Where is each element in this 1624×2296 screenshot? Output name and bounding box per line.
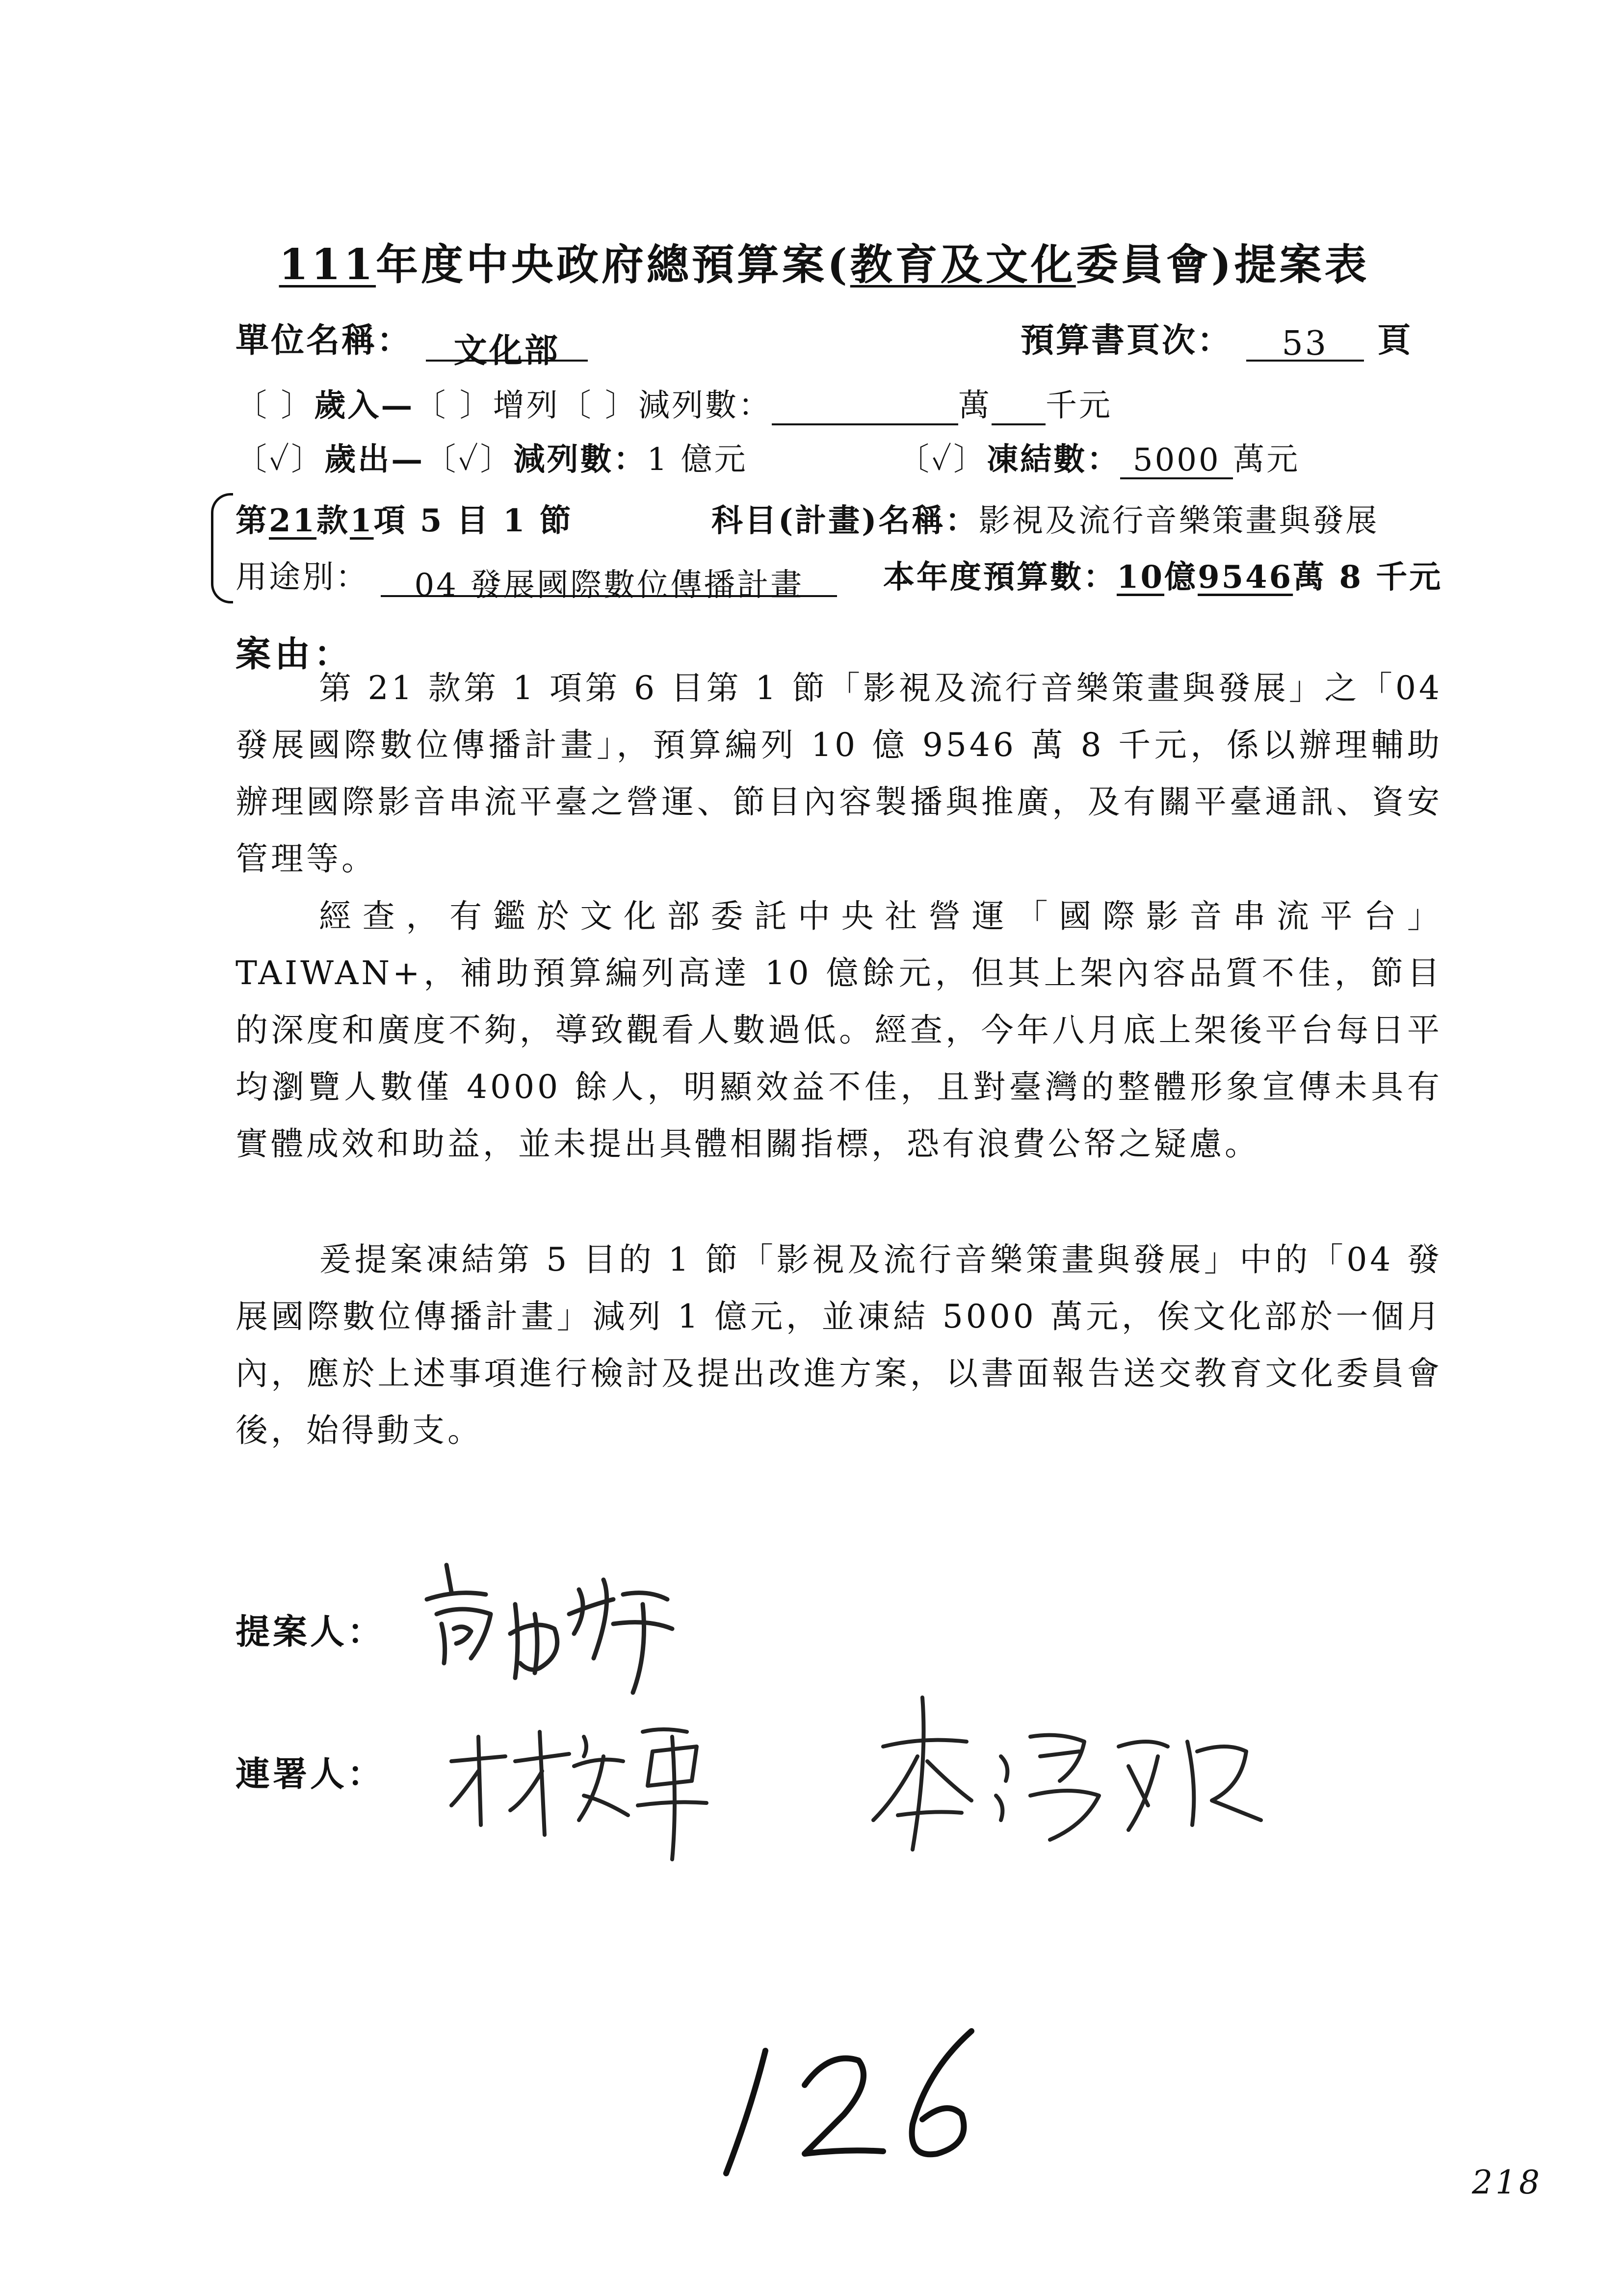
item-rest: 項 5 目 1 節 (373, 502, 573, 539)
usage-row (236, 552, 837, 603)
expenditure-row (236, 434, 748, 479)
revenue-dec-label: 減列數： (638, 388, 772, 424)
freeze-check: 〔✓〕 (898, 442, 987, 478)
unit-label: 單位名稱： (236, 321, 413, 360)
freeze-unit: 萬元 (1233, 442, 1300, 478)
item-kuan: 21 (269, 502, 317, 539)
item-k2: 款 (316, 502, 350, 539)
usage-value: 04 發展國際數位傳播計畫 (381, 560, 837, 597)
budget-yi: 10 (1117, 559, 1165, 596)
revenue-wan: 萬 (958, 388, 992, 424)
budget-yi-unit: 億 (1164, 559, 1198, 596)
expenditure-dec-label: 減列數： (513, 441, 647, 478)
revenue-row (236, 380, 1112, 425)
budget-label: 本年度預算數： (883, 559, 1117, 596)
revenue-inc-label: 增列 (493, 388, 560, 424)
expenditure-check: 〔✓〕 (236, 442, 325, 478)
subject-value: 影視及流行音樂策畫與發展 (978, 503, 1379, 539)
revenue-check: 〔 〕 (236, 388, 314, 424)
unit-value: 文化部 (426, 324, 588, 362)
revenue-qian: 千元 (1046, 388, 1113, 424)
proposer-label: 提案人： (236, 1611, 385, 1652)
title-year: 111 (279, 240, 376, 289)
case-paragraph-2: 經查，有鑑於文化部委託中央社營運「國際影音串流平台」TAIWAN+，補助預算編列高達 10 億餘元，但其上架內容品質不佳，節目的深度和廣度不夠，導致觀看人數過低。經查，今年八月底上架後平台每日平均瀏覽人數僅 4000 餘人，明顯效益不佳，且對臺灣的整體形象宣傳未具有實體成效和助益，並未提出具體相關指標，恐有浪費公帑之疑慮。 (236, 897, 1442, 1163)
budget-row (883, 552, 1442, 597)
page-number: 218 (1472, 2164, 1543, 2201)
title-part1: 年度中央政府總預算案( (376, 240, 850, 289)
title-part2: 委員會)提案表 (1075, 240, 1370, 289)
budget-wan: 9546 (1198, 559, 1293, 596)
freeze-value: 5000 (1120, 442, 1233, 479)
revenue-label: 歲入— (314, 387, 415, 424)
cosigner-2-signature (854, 1688, 1276, 1874)
expenditure-dec-check: 〔✓〕 (424, 442, 514, 478)
expenditure-dec-value: 1 億元 (647, 442, 748, 478)
item-row (236, 496, 573, 541)
case-paragraph-3: 爰提案凍結第 5 目的 1 節「影視及流行音樂策畫與發展」中的「04 發展國際數位傳播計畫」減列 1 億元，並凍結 5000 萬元，俟文化部於一個月內，應於上述事項進行檢討及提出改進方案，以書面報告送交教育文化委員會後，始得動支。 (236, 1241, 1442, 1449)
revenue-inc-check: 〔 〕 (414, 388, 493, 424)
case-heading: 案由： (236, 633, 354, 675)
subject-label: 科目(計畫)名稱： (711, 502, 979, 539)
title-committee: 教育及文化 (850, 240, 1076, 289)
revenue-qian-blank (992, 388, 1046, 425)
cosigner-1-signature (442, 1707, 756, 1864)
item-k1: 第 (236, 502, 269, 539)
page-ref-value: 53 (1246, 324, 1364, 362)
revenue-wan-blank (772, 388, 958, 425)
freeze-label: 凍結數： (987, 441, 1121, 478)
budget-rest: 萬 8 千元 (1293, 559, 1443, 596)
page-ref-suffix: 頁 (1377, 321, 1413, 360)
handwritten-number-126 (707, 2011, 1011, 2188)
item-bracket (211, 493, 233, 603)
cosigner-label: 連署人： (236, 1753, 385, 1794)
case-paragraph-1: 第 21 款第 1 項第 6 目第 1 節「影視及流行音樂策畫與發展」之「04 發展國際數位傳播計畫」，預算編列 10 億 9546 萬 8 千元，係以辦理輔助辦理國際影音串流平臺之營運、節目內容製播與推廣，及有關平臺通訊、資安管理等。 (236, 669, 1442, 878)
item-xiang: 1 (350, 502, 374, 539)
subject-row (711, 496, 1379, 541)
freeze-row (898, 434, 1300, 479)
usage-label: 用途別： (236, 559, 369, 596)
expenditure-label: 歲出— (324, 441, 425, 478)
proposer-signature (417, 1545, 692, 1702)
page-title (236, 231, 1413, 291)
page-ref-label: 預算書頁次： (1021, 321, 1233, 360)
page-ref-row (1021, 314, 1413, 362)
revenue-dec-check: 〔 〕 (559, 388, 639, 424)
unit-row (236, 314, 588, 370)
